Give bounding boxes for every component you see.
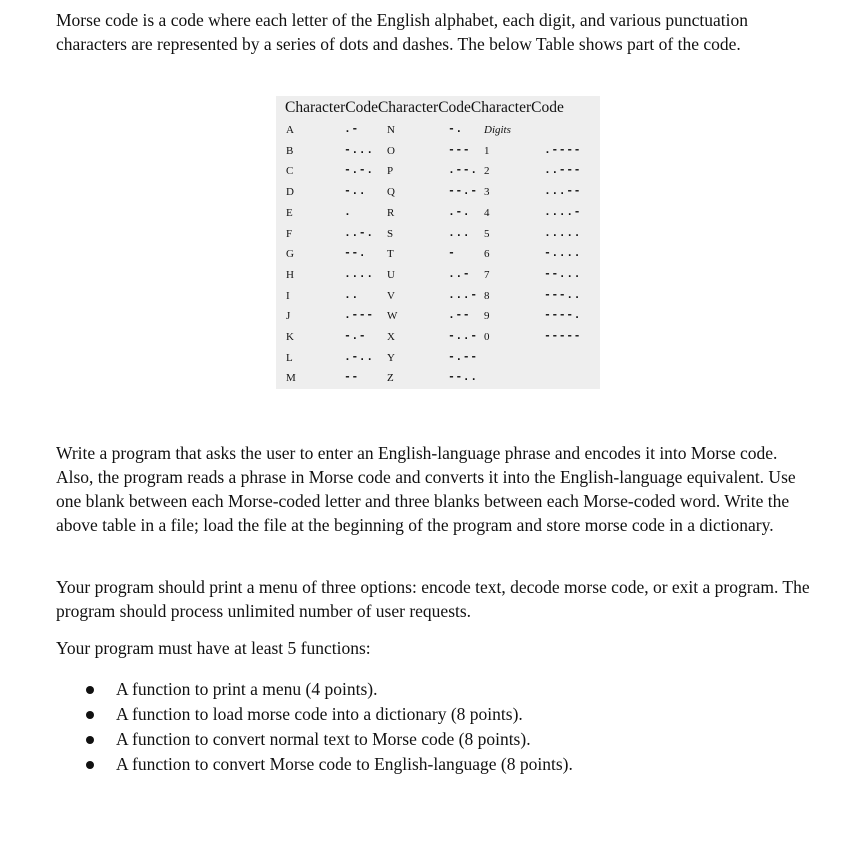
table-code-cell: --...	[544, 267, 582, 281]
table-char-cell: Q	[387, 186, 395, 199]
table-code-cell: -----	[544, 330, 582, 343]
table-char-cell: R	[387, 206, 395, 219]
table-char-cell: K	[286, 331, 294, 343]
table-code-cell: .--	[448, 309, 471, 323]
table-code-cell: .--.	[448, 164, 478, 178]
list-item: A function to convert Morse code to English-language (8 points).	[86, 752, 573, 777]
table-code-cell: .---	[344, 309, 374, 323]
table-code-cell: .	[344, 205, 352, 219]
table-char-cell: 6	[484, 248, 490, 261]
table-code-cell: ...-	[448, 288, 478, 302]
table-char-cell: P	[387, 165, 394, 178]
digits-label: Digits	[484, 124, 511, 136]
table-char-cell: B	[286, 144, 294, 157]
table-char-cell: O	[387, 144, 395, 157]
table-char-cell: 2	[484, 165, 490, 178]
table-code-cell: --	[344, 371, 359, 385]
table-code-cell: ..-	[448, 267, 471, 281]
bullet-icon	[86, 761, 94, 769]
table-char-cell: S	[387, 227, 394, 240]
table-char-cell: L	[286, 351, 293, 364]
bullet-icon	[86, 736, 94, 744]
table-code-cell: ...--	[544, 185, 582, 199]
table-code-cell: .-	[344, 123, 359, 136]
table-char-cell: G	[286, 248, 294, 261]
table-code-cell: -.-.	[344, 164, 374, 178]
table-code-cell: -.	[448, 123, 463, 136]
table-code-cell: ..-.	[344, 226, 374, 240]
table-code-cell: ---..	[544, 288, 582, 302]
table-code-cell: ----.	[544, 309, 582, 323]
program-description-paragraph: Write a program that asks the user to enter an English-language phrase and encodes it into Morse code. Also, the program reads a phrase in Morse code and converts it into the English-language equivalent. Use one blank between each Morse-coded letter and three blanks between each Morse-coded word. Write the above table in a file; load the file at the beginning of the program and store morse code in a dictionary.	[56, 443, 796, 535]
table-char-cell: J	[286, 310, 291, 323]
table-code-cell: -....	[544, 247, 582, 261]
table-code-cell: -.-	[344, 330, 367, 343]
table-char-cell: 8	[484, 289, 490, 302]
functions-requirement-paragraph: Your program must have at least 5 functions:	[56, 638, 371, 658]
table-char-cell: E	[286, 206, 293, 219]
table-char-cell: A	[286, 124, 294, 136]
table-char-cell: C	[286, 165, 294, 178]
table-char-cell: U	[387, 268, 395, 281]
table-code-cell: -	[448, 247, 456, 261]
table-char-cell: T	[387, 248, 394, 261]
table-code-cell: .-.	[448, 205, 471, 219]
table-char-cell: 9	[484, 310, 490, 323]
table-code-cell: .-..	[344, 350, 374, 364]
menu-description-paragraph: Your program should print a menu of three options: encode text, decode morse code, or exit a program. The program should process unlimited number of user requests.	[56, 577, 810, 621]
table-char-cell: X	[387, 331, 395, 343]
table-char-cell: Y	[387, 351, 395, 364]
table-code-cell: ..	[344, 288, 359, 302]
table-code-cell: -...	[344, 143, 374, 157]
table-char-cell: 4	[484, 206, 490, 219]
table-code-cell: -..-	[448, 330, 478, 343]
table-char-cell: 5	[484, 227, 490, 240]
table-char-cell: N	[387, 124, 395, 136]
table-char-cell: 7	[484, 268, 490, 281]
list-item: A function to load morse code into a dictionary (8 points).	[86, 702, 573, 727]
list-item: A function to print a menu (4 points).	[86, 677, 573, 702]
table-char-cell: H	[286, 268, 294, 281]
table-char-cell: Z	[387, 372, 394, 385]
bullet-icon	[86, 686, 94, 694]
table-code-cell: .----	[544, 143, 582, 157]
table-code-cell: .....	[544, 226, 582, 240]
bullet-icon	[86, 711, 94, 719]
table-char-cell: V	[387, 289, 395, 302]
table-char-cell: F	[286, 227, 293, 240]
table-code-cell: ....-	[544, 205, 582, 219]
morse-code-table	[276, 96, 600, 389]
table-char-cell: 3	[484, 186, 490, 199]
table-code-cell: -..	[344, 185, 367, 199]
requirements-list	[86, 677, 573, 777]
table-code-cell: ...	[448, 226, 471, 240]
table-char-cell: W	[387, 310, 398, 323]
table-char-cell: I	[286, 289, 290, 302]
table-char-cell: D	[286, 186, 294, 199]
table-code-cell: --.	[344, 247, 367, 261]
table-header: CharacterCodeCharacterCodeCharacterCode	[285, 99, 564, 116]
intro-paragraph: Morse code is a code where each letter of the English alphabet, each digit, and various punctuation characters are represented by a series of dots and dashes. The below Table shows part of the code.	[56, 10, 748, 54]
table-code-cell: ..---	[544, 164, 582, 178]
table-code-cell: ---	[448, 143, 471, 157]
table-char-cell: 1	[484, 144, 490, 157]
table-code-cell: --.-	[448, 185, 478, 199]
table-code-cell: --..	[448, 371, 478, 385]
list-item: A function to convert normal text to Morse code (8 points).	[86, 727, 573, 752]
table-char-cell: 0	[484, 331, 490, 343]
table-code-cell: -.--	[448, 350, 478, 364]
table-char-cell: M	[286, 372, 296, 385]
table-code-cell: ....	[344, 267, 374, 281]
